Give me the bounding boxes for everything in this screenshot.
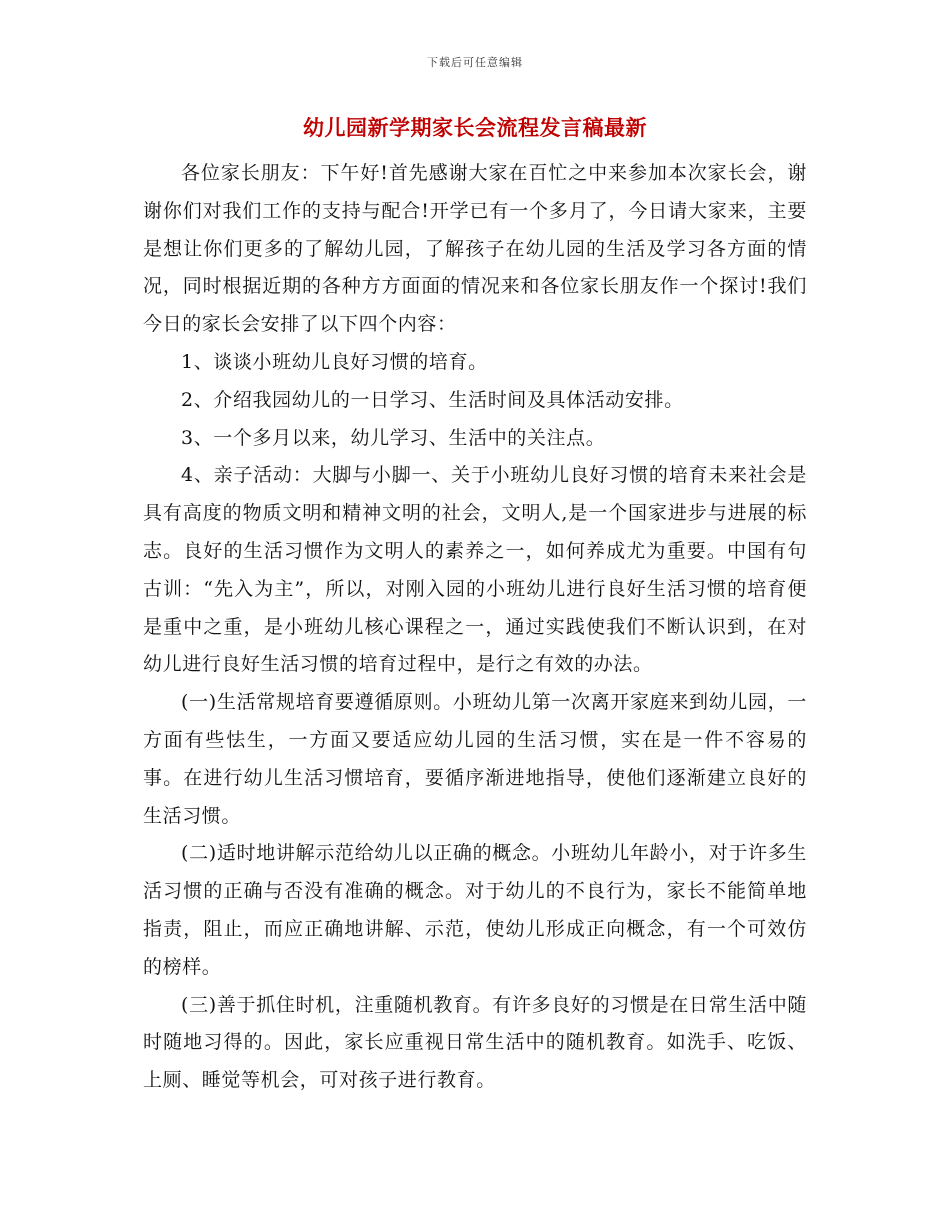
- paragraph-item-2: 2、介绍我园幼儿的一日学习、生活时间及具体活动安排。: [181, 388, 684, 411]
- paragraph-section-3: (三)善于抓住时机，注重随机教育。有许多良好的习惯是在日常生活中随时随地习得的。因此，家长应重视日常生活中的随机教育。如洗手、吃饭、上厕、睡觉等机会，可对孩子进行教育。: [143, 993, 807, 1092]
- document-title: 幼儿园新学期家长会流程发言稿最新: [303, 115, 647, 140]
- paragraph-section-2: (二)适时地讲解示范给幼儿以正确的概念。小班幼儿年龄小，对于许多生活习惯的正确与否没有准确的概念。对于幼儿的不良行为，家长不能简单地指责，阻止，而应正确地讲解、示范，使幼儿形成正向概念，有一个可效仿的榜样。: [143, 842, 807, 978]
- paragraph-item-1: 1、谈谈小班幼儿良好习惯的培育。: [181, 350, 488, 373]
- page-header-note: 下载后可任意编辑: [427, 56, 523, 69]
- document-body: [143, 155, 807, 1100]
- paragraph-section-1: (一)生活常规培育要遵循原则。小班幼儿第一次离开家庭来到幼儿园，一方面有些怯生，一方面又要适应幼儿园的生活习惯，实在是一件不容易的事。在进行幼儿生活习惯培育，要循序渐进地指导，使他们逐渐建立良好的生活习惯。: [143, 691, 807, 827]
- paragraph-item-4: 4、亲子活动：大脚与小脚一、关于小班幼儿良好习惯的培育未来社会是具有高度的物质文明和精神文明的社会，文明人,是一个国家进步与进展的标志。良好的生活习惯作为文明人的素养之一，如何养成尤为重要。中国有句古训：“先入为主”，所以，对刚入园的小班幼儿进行良好生活习惯的培育便是重中之重，是小班幼儿核心课程之一，通过实践使我们不断认识到，在对幼儿进行良好生活习惯的培育过程中，是行之有效的办法。: [143, 464, 807, 676]
- paragraph-greeting: 各位家长朋友：下午好!首先感谢大家在百忙之中来参加本次家长会，谢谢你们对我们工作的支持与配合!开学已有一个多月了，今日请大家来，主要是想让你们更多的了解幼儿园，了解孩子在幼儿园的生活及学习各方面的情况，同时根据近期的各种方方面面的情况来和各位家长朋友作一个探讨!我们今日的家长会安排了以下四个内容：: [143, 162, 807, 336]
- paragraph-item-3: 3、一个多月以来，幼儿学习、生活中的关注点。: [181, 426, 606, 449]
